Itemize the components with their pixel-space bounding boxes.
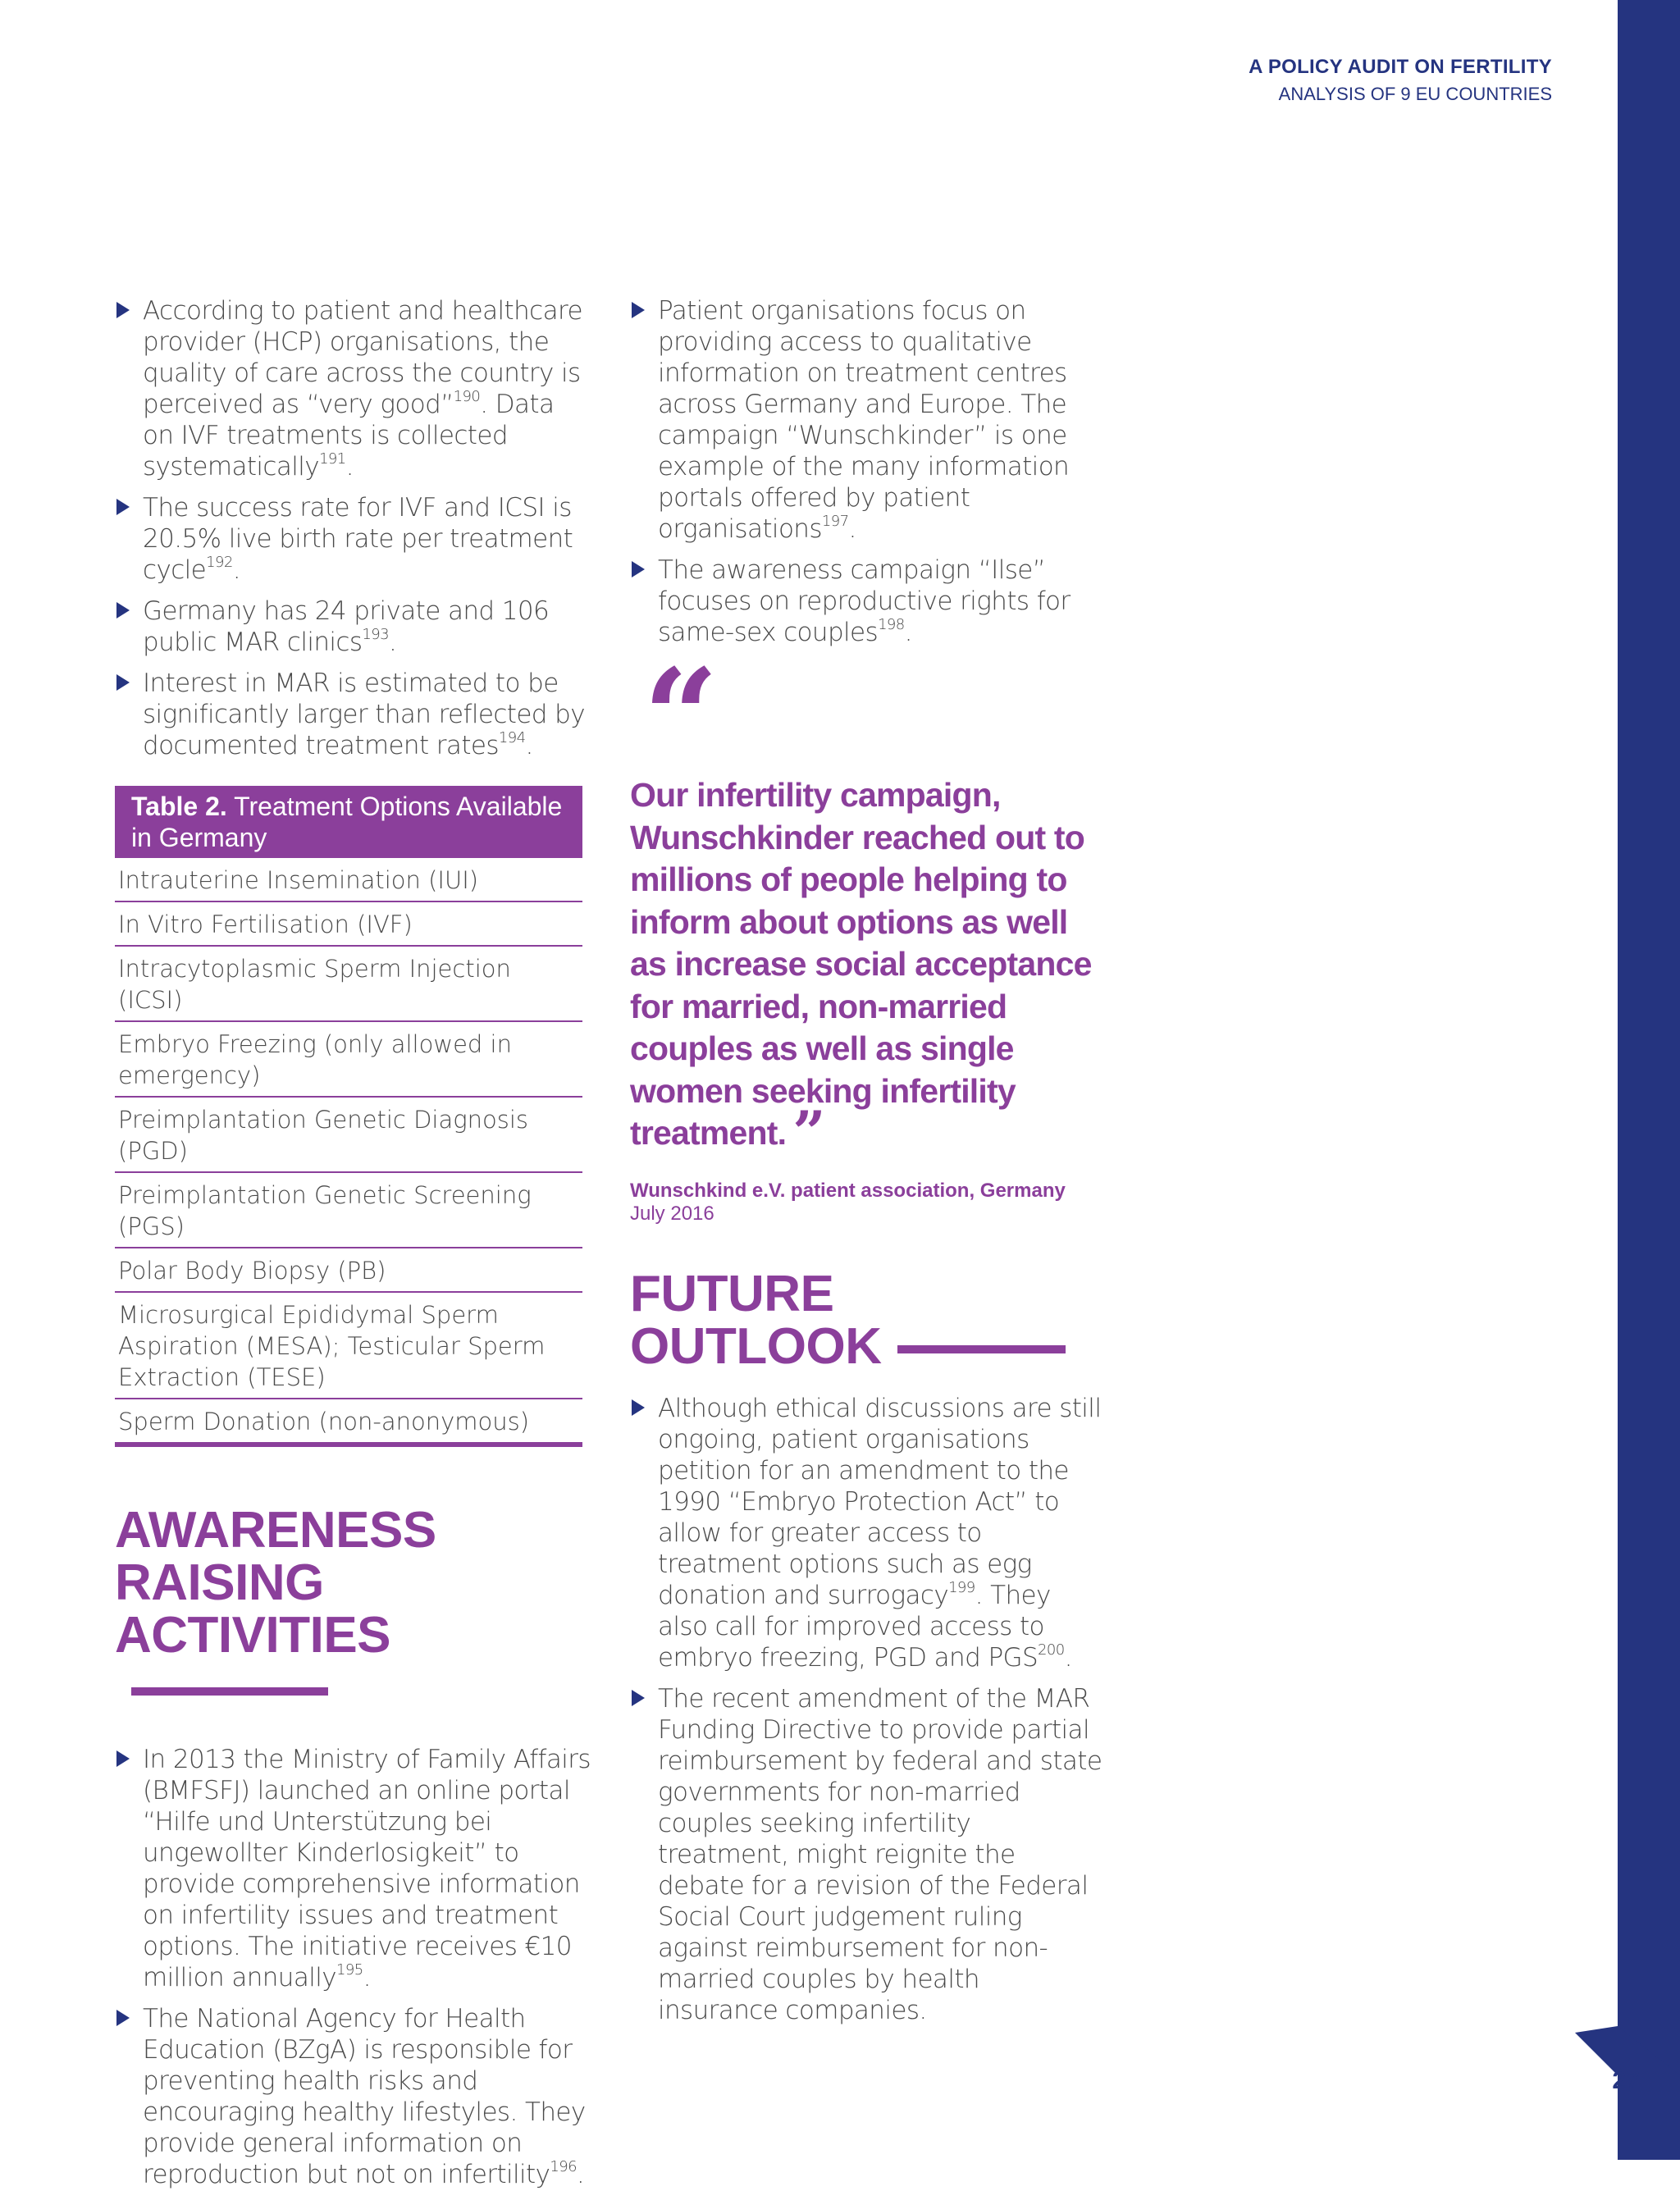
quote-date: July 2016 (630, 1202, 714, 1225)
bullet-triangle-icon (116, 1750, 130, 1767)
list-item: The awareness campaign “Ilse” focuses on reproductive rights for same-sex couples$^{198}$. (630, 555, 1106, 648)
bullet-triangle-icon (116, 674, 130, 691)
list-item: Although ethical discussions are still ongoing, patient organisations petition for an amendment to the 1990 “Embryo Protection Act” to allow for greater access to treatment options such as egg donation and surrogacy$^{199}$. They also call for improved access to embryo freezing, PGD and PGS$^{200}$. (630, 1393, 1106, 1673)
patient-orgs-list (630, 295, 1106, 648)
list-item: In 2013 the Ministry of Family Affairs (BMFSFJ) launched an online portal “Hilfe und Unterstützung bei ungewollter Kinderlosigkeit” to provide comprehensive information on infertility issues and treatment options. The initiative receives €10 million annually$^{195}$. (115, 1744, 591, 1993)
bullet-triangle-icon (632, 561, 645, 577)
germany-facts-list (115, 295, 591, 761)
running-head-subtitle: ANALYSIS OF 9 EU COUNTRIES (1278, 84, 1552, 104)
list-item: Germany has 24 private and 106 public MAR clinics$^{193}$. (115, 596, 591, 658)
page-number: 27 (1612, 2067, 1640, 2094)
table-row: Sperm Donation (non-anonymous) (115, 1399, 582, 1447)
table-row: Embryo Freezing (only allowed in emergency) (115, 1022, 582, 1098)
table-row: Microsurgical Epididymal Sperm Aspiration (MESA); Testicular Sperm Extraction (TESE) (115, 1293, 582, 1399)
list-item: The National Agency for Health Education (BZgA) is responsible for preventing health risks and encouraging healthy lifestyles. They provide general information on reproduction but not on infertility$^{196}$. (115, 2003, 591, 2190)
running-head (1249, 56, 1552, 105)
bullet-triangle-icon (116, 499, 130, 515)
table-row: Intracytoplasmic Sperm Injection (ICSI) (115, 947, 582, 1022)
bullet-triangle-icon (116, 2010, 130, 2026)
table-row: Preimplantation Genetic Diagnosis (PGD) (115, 1098, 582, 1173)
bullet-triangle-icon (116, 602, 130, 618)
bullet-triangle-icon (632, 1399, 645, 1416)
left-column (115, 295, 591, 2200)
list-item: Interest in MAR is estimated to be significantly larger than reflected by documented treatment rates$^{194}$. (115, 668, 591, 761)
side-color-band (1618, 0, 1680, 2160)
list-item: According to patient and healthcare provider (HCP) organisations, the quality of care across the country is perceived as “very good”$^{190}$. Data on IVF treatments is collected systematically$^{191}$. (115, 295, 591, 482)
list-item: The success rate for IVF and ICSI is 20.5% live birth rate per treatment cycle$^{192}$. (115, 492, 591, 586)
list-item: Patient organisations focus on providing access to qualitative information on treatment centres across Germany and Europe. The campaign “Wunschkinder” is one example of the many information portals offered by patient organisations$^{197}$. (630, 295, 1106, 545)
bullet-triangle-icon (632, 1690, 645, 1706)
running-head-title: A POLICY AUDIT ON FERTILITY (1249, 56, 1552, 78)
bullet-triangle-icon (632, 302, 645, 318)
table-caption: Table 2. Treatment Options Available in Germany (115, 786, 582, 858)
quote-text: Our infertility campaign, Wunschkinder reached out to millions of people helping to inform about options as well as increase social acceptance for married, non-married couples as well as single women seeking infertility treatment. ” (630, 776, 1092, 1166)
table-row: In Vitro Fertilisation (IVF) (115, 902, 582, 947)
heading-rule (131, 1687, 328, 1696)
pull-quote (630, 640, 1106, 1226)
future-outlook-list (630, 1393, 1106, 2026)
awareness-list (115, 1744, 591, 2190)
close-quote-icon: ” (792, 1098, 825, 1166)
bullet-triangle-icon (116, 302, 130, 318)
table-row: Intrauterine Insemination (IUI) (115, 858, 582, 902)
list-item: The recent amendment of the MAR Funding Directive to provide partial reimbursement by federal and state governments for non-married couples seeking infertility treatment, might reignite the debate for a revision of the Federal Social Court judgement ruling against reimbursement for non-married couples by health insurance companies. (630, 1683, 1106, 2026)
table-row: Preimplantation Genetic Screening (PGS) (115, 1173, 582, 1248)
middle-column (630, 295, 1106, 2036)
future-outlook-heading: FUTURE OUTLOOK (630, 1268, 1106, 1373)
heading-rule (897, 1345, 1066, 1353)
table-row: Polar Body Biopsy (PB) (115, 1248, 582, 1293)
quote-attribution: Wunschkind e.V. patient association, Germany (630, 1179, 1066, 1202)
awareness-heading: AWARENESS RAISING ACTIVITIES (115, 1504, 591, 1714)
treatment-options-table (115, 786, 582, 1447)
open-quote-icon: “ (643, 640, 719, 794)
